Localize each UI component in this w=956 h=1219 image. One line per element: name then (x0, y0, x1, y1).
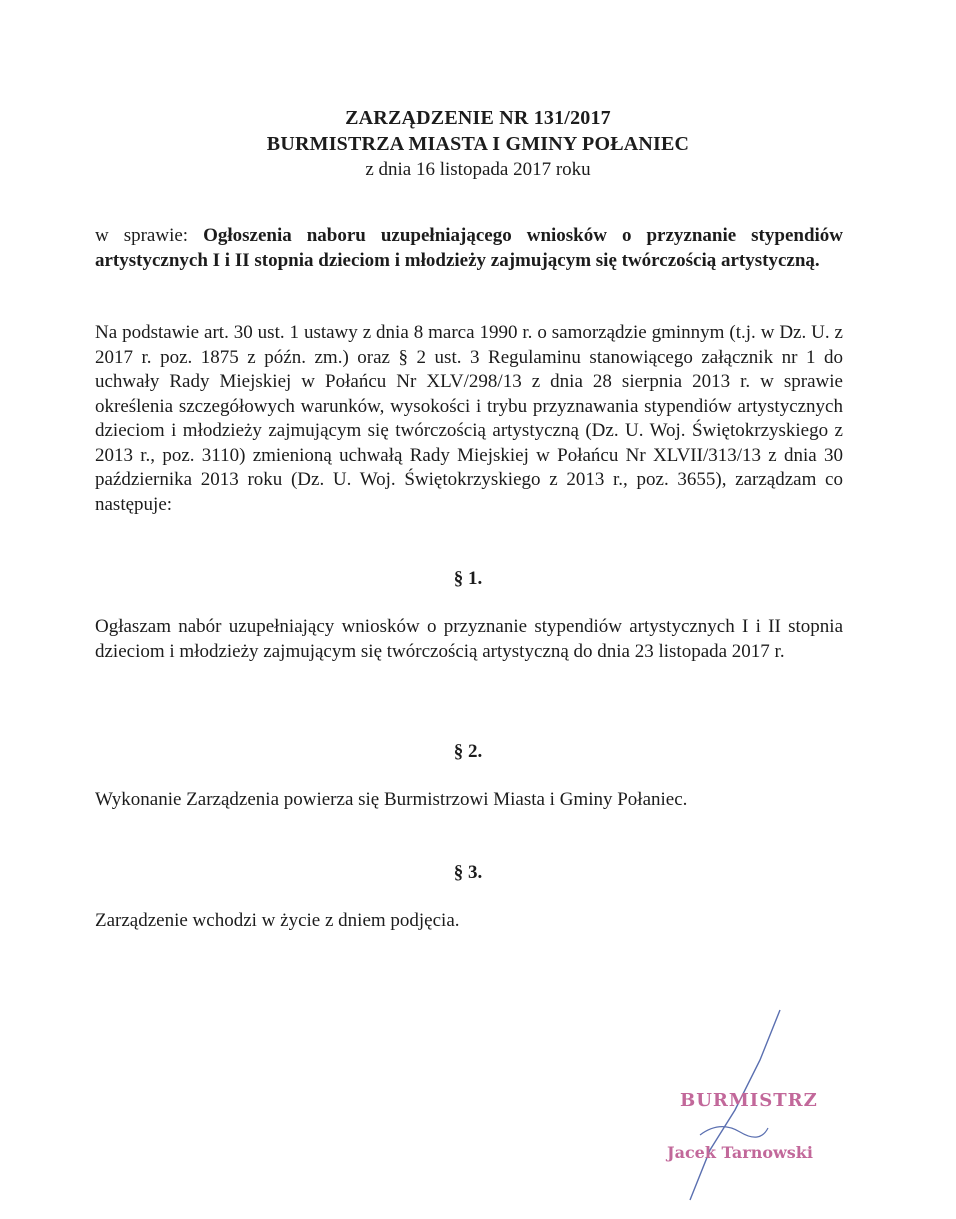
signature-stamp (640, 1000, 860, 1210)
stamp-name: Jacek Tarnowski (667, 1143, 813, 1162)
legal-basis: Na podstawie art. 30 ust. 1 ustawy z dnia 8 marca 1990 r. o samorządzie gminnym (t.j. w Dz. U. z 2017 r. poz. 1875 z późn. zm.) oraz § 2 ust. 3 Regulaminu stanowiącego załącznik nr 1 do uchwały Rady Miejskiej w Połańcu Nr XLV/298/13 z dnia 28 sierpnia 2013 r. w sprawie określenia szczegółowych warunków, wysokości i trybu przyznawania stypendiów artystycznych dzieciom i młodzieży zajmującym się twórczością artystyczną (Dz. U. Woj. Świętokrzyskiego z 2013 r., poz. 3110) zmienioną uchwałą Rady Miejskiej w Połańcu Nr XLVII/313/13 z dnia 30 października 2013 roku (Dz. U. Woj. Świętokrzyskiego z 2013 r., poz. 3655), zarządzam co następuje: (95, 322, 843, 515)
paragraph-3-title: § 3. (453, 862, 483, 883)
document-title: ZARZĄDZENIE NR 131/2017 (345, 107, 611, 129)
paragraph-1-text: Ogłaszam nabór uzupełniający wniosków o przyznanie stypendiów artystycznych I i II stopnia dzieciom i młodzieży zajmującym się twórczością artystyczną do dnia 23 listopada 2017 r. (95, 616, 843, 662)
subject-section (95, 224, 843, 273)
document-date: z dnia 16 listopada 2017 roku (365, 159, 591, 180)
subject-text: Ogłoszenia naboru uzupełniającego wniosków o przyznanie stypendiów artystycznych I i II stopnia dzieciom i młodzieży zajmującym się twórczością artystyczną. (95, 225, 844, 271)
issuing-authority: BURMISTRZA MIASTA I GMINY POŁANIEC (266, 133, 690, 155)
paragraph-2-title: § 2. (453, 741, 483, 762)
stamp-role: BURMISTRZ (680, 1090, 818, 1111)
subject-prefix: w sprawie: (95, 225, 189, 246)
document-header (0, 105, 956, 182)
paragraph-3-text: Zarządzenie wchodzi w życie z dniem podjęcia. (95, 910, 460, 931)
paragraph-1-title: § 1. (453, 568, 483, 589)
paragraph-2-text: Wykonanie Zarządzenia powierza się Burmistrzowi Miasta i Gminy Połaniec. (95, 789, 688, 810)
